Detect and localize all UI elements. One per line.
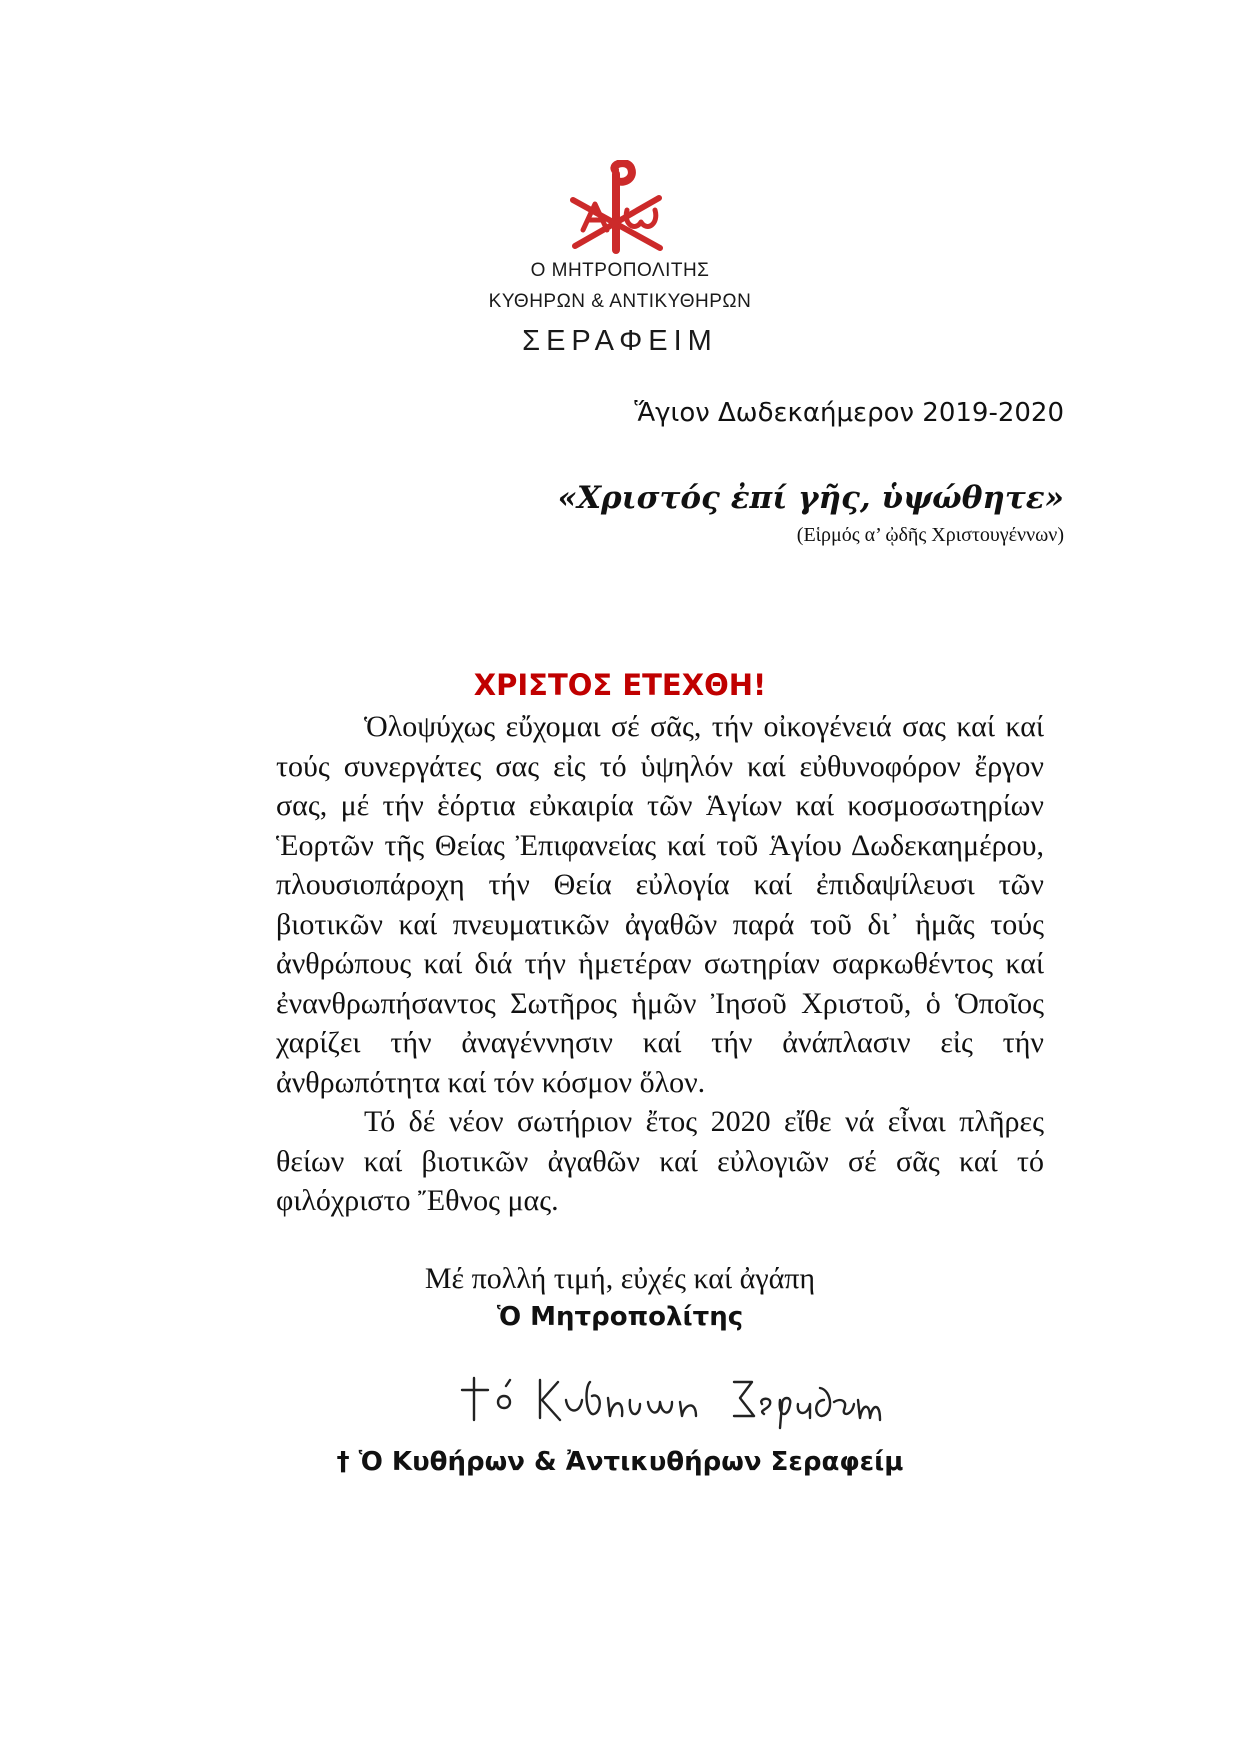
letter-date: Ἅγιον Δωδεκαήμερον 2019-2020 [634, 398, 1064, 428]
letterhead-title-line: Ο ΜΗΤΡΟΠΟΛΙΤΗΣ [530, 260, 710, 281]
signatory-title: Ὁ Μητροπολίτης [496, 1302, 744, 1332]
letterhead-see-line: ΚΥΘΗΡΩΝ & ΑΝΤΙΚΥΘΗΡΩΝ [488, 291, 752, 312]
letterhead-name: ΣΕΡΑΦΕΙΜ [522, 325, 718, 357]
signature-line: † Ὁ Κυθήρων & Ἀντικυθήρων Σεραφείμ [336, 1447, 904, 1477]
paragraph: Τό δέ νέον σωτήριον ἔτος 2020 εἴθε νά εἶναι πλῆρες θείων καί βιοτικῶν ἀγαθῶν καί εὐλογιῶν σέ σᾶς καί τό φιλόχριστο Ἔθνος μας. [276, 1105, 1044, 1217]
handwritten-signature [452, 1338, 892, 1438]
motto-source: (Εἱρμός α’ ᾠδῆς Χριστουγέννων) [796, 524, 1064, 546]
motto: «Χριστός ἐπί γῆς, ὑψώθητε» [557, 480, 1064, 516]
paragraph: Ὁλοψύχως εὔχομαι σέ σᾶς, τήν οἰκογένειά σας καί καί τούς συνεργάτες σας εἰς τό ὑψηλόν καί εὐθυνοφόρον ἔργον σας, μέ τήν ἑόρτια εὐκαιρία τῶν Ἁγίων καί κοσμοσωτηρίων Ἑορτῶν τῆς Θείας Ἐπιφανείας καί τοῦ Ἁγίου Δωδεκαημέρου, πλουσιοπάροχη τήν Θεία εὐλογία καί ἐπιδαψίλευσι τῶν βιοτικῶν καί πνευματικῶν ἀγαθῶν παρά τοῦ δι᾽ ἡμᾶς τούς ἀνθρώπους καί διά τήν ἡμετέραν σωτηρίαν σαρκωθέντος καί ἐνανθρωπήσαντος Σωτῆρος ἡμῶν Ἰησοῦ Χριστοῦ, ὁ Ὁποῖος χαρίζει τήν ἀναγέννησιν καί τήν ἀνάπλασιν εἰς τήν ἀνθρωπότητα καί τόν κόσμον ὅλον. [276, 710, 1044, 1099]
letterhead [0, 160, 1240, 358]
letter-body [276, 707, 1044, 1221]
chi-rho-alpha-omega-icon [555, 160, 685, 255]
greeting-heading: ΧΡΙΣΤΟΣ ΕΤΕΧΘΗ! [473, 668, 767, 702]
closing-line: Μέ πολλή τιμή, εὐχές καί ἀγάπη [424, 1262, 816, 1295]
